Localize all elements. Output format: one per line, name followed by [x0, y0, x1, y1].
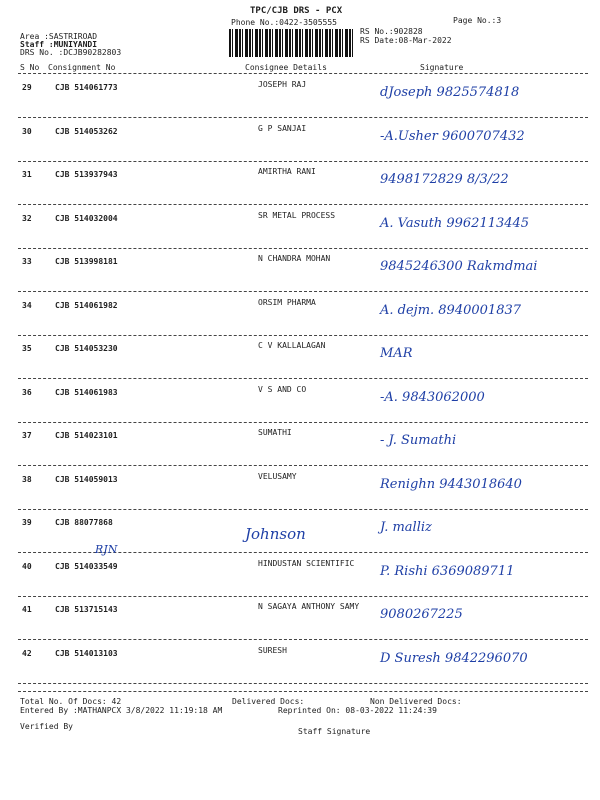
- row-consignee: G P SANJAI: [258, 124, 307, 133]
- row-consignment-no: CJB 514061982: [55, 301, 118, 310]
- row-divider: [18, 422, 588, 423]
- row-consignment-no: CJB 514061983: [55, 388, 118, 397]
- rs-number: RS No.:902828: [360, 27, 423, 36]
- row-consignment-no: CJB 514023101: [55, 431, 118, 440]
- row-signature: MAR: [380, 346, 413, 361]
- row-sno: 34: [22, 301, 32, 310]
- row-consignee: SR METAL PROCESS: [258, 211, 336, 220]
- row-consignment-no: CJB 514053262: [55, 127, 118, 136]
- row-signature: 9845246300 Rakmdmai: [380, 259, 538, 274]
- row-divider: [18, 335, 588, 336]
- row-sno: 29: [22, 83, 32, 92]
- row-signature: J. malliz: [380, 520, 432, 535]
- row-divider: [18, 204, 588, 205]
- row-consignment-no: CJB 514032004: [55, 214, 118, 223]
- row-consignee: AMIRTHA RANI: [258, 167, 316, 176]
- entered-by: Entered By :MATHANPCX 3/8/2022 11:19:18 AM: [20, 706, 223, 715]
- row-sno: 30: [22, 127, 32, 136]
- document-title: TPC/CJB DRS - PCX: [250, 6, 343, 16]
- total-docs: Total No. Of Docs: 42: [20, 697, 122, 706]
- row-signature: -A. 9843062000: [380, 390, 485, 405]
- row-consignment-no: CJB 514059013: [55, 475, 118, 484]
- area-label: Area :SASTRIROAD: [20, 32, 98, 41]
- row-consignment-no: CJB 514061773: [55, 83, 118, 92]
- verified-by: Verified By: [20, 722, 73, 731]
- row-consignee: SURESH: [258, 646, 287, 655]
- row-sno: 37: [22, 431, 32, 440]
- row-consignee: C V KALLALAGAN: [258, 341, 326, 350]
- col-signature: Signature: [420, 63, 464, 72]
- row-divider: [18, 248, 588, 249]
- row-signature: 9080267225: [380, 607, 463, 622]
- row-divider: [18, 596, 588, 597]
- row-sno: 38: [22, 475, 32, 484]
- row39-handwritten-mark: RJN: [95, 543, 118, 556]
- phone-number: Phone No.:0422-3505555: [231, 18, 337, 27]
- row-consignment-no: CJB 513715143: [55, 605, 118, 614]
- drs-number: DRS No. :DCJB90282803: [20, 48, 122, 57]
- row-sno: 36: [22, 388, 32, 397]
- row-signature: Renighn 9443018640: [380, 477, 522, 492]
- row-consignee: VELUSAMY: [258, 472, 297, 481]
- row-consignment-no: CJB 88077868: [55, 518, 113, 527]
- row-consignment-no: CJB 513998181: [55, 257, 118, 266]
- rs-date: RS Date:08-Mar-2022: [360, 36, 452, 45]
- barcode: [229, 29, 355, 57]
- non-delivered-docs: Non Delivered Docs:: [370, 697, 462, 706]
- row39-handwritten-name: Johnson: [245, 525, 306, 543]
- row-divider: [18, 509, 588, 510]
- row-consignment-no: CJB 514053230: [55, 344, 118, 353]
- row-divider: [18, 378, 588, 379]
- staff-label: Staff :MUNIYANDI: [20, 40, 98, 49]
- row-signature: -A.Usher 9600707432: [380, 129, 525, 144]
- delivered-docs: Delivered Docs:: [232, 697, 305, 706]
- col-consignment: Consignment No: [48, 63, 116, 72]
- row-sno: 42: [22, 649, 32, 658]
- row-signature: D Suresh 9842296070: [380, 651, 528, 666]
- row-consignee: JOSEPH RAJ: [258, 80, 307, 89]
- row-divider: [18, 683, 588, 684]
- row-consignment-no: CJB 514033549: [55, 562, 118, 571]
- col-consignee: Consignee Details: [245, 63, 327, 72]
- row-consignee: V S AND CO: [258, 385, 307, 394]
- row-signature: A. Vasuth 9962113445: [380, 216, 530, 231]
- row-signature: 9498172829 8/3/22: [380, 172, 509, 187]
- row-sno: 31: [22, 170, 32, 179]
- row-divider: [18, 465, 588, 466]
- row-signature: dJoseph 9825574818: [380, 85, 520, 100]
- row-divider: [18, 639, 588, 640]
- row-signature: P. Rishi 6369089711: [380, 564, 515, 579]
- row-sno: 41: [22, 605, 32, 614]
- row-sno: 35: [22, 344, 32, 353]
- footer-divider: [18, 691, 588, 692]
- header-divider: [18, 73, 588, 74]
- row-divider: [18, 291, 588, 292]
- row-signature: - J. Sumathi: [380, 433, 457, 448]
- reprinted-on: Reprinted On: 08-03-2022 11:24:39: [278, 706, 437, 715]
- row-consignee: SUMATHI: [258, 428, 292, 437]
- row-sno: 32: [22, 214, 32, 223]
- row-consignee: N CHANDRA MOHAN: [258, 254, 331, 263]
- row-sno: 40: [22, 562, 32, 571]
- row-consignment-no: CJB 514013103: [55, 649, 118, 658]
- row-consignee: HINDUSTAN SCIENTIFIC: [258, 559, 355, 568]
- row-consignee: N SAGAYA ANTHONY SAMY: [258, 602, 360, 611]
- row-divider: [18, 117, 588, 118]
- row-divider: [18, 161, 588, 162]
- row-consignee: ORSIM PHARMA: [258, 298, 316, 307]
- row-signature: A. dejm. 8940001837: [380, 303, 522, 318]
- staff-signature: Staff Signature: [298, 727, 371, 736]
- row-sno: 39: [22, 518, 32, 527]
- page-number: Page No.:3: [453, 16, 502, 25]
- row-sno: 33: [22, 257, 32, 266]
- row-consignment-no: CJB 513937943: [55, 170, 118, 179]
- col-sno: S No: [20, 63, 40, 72]
